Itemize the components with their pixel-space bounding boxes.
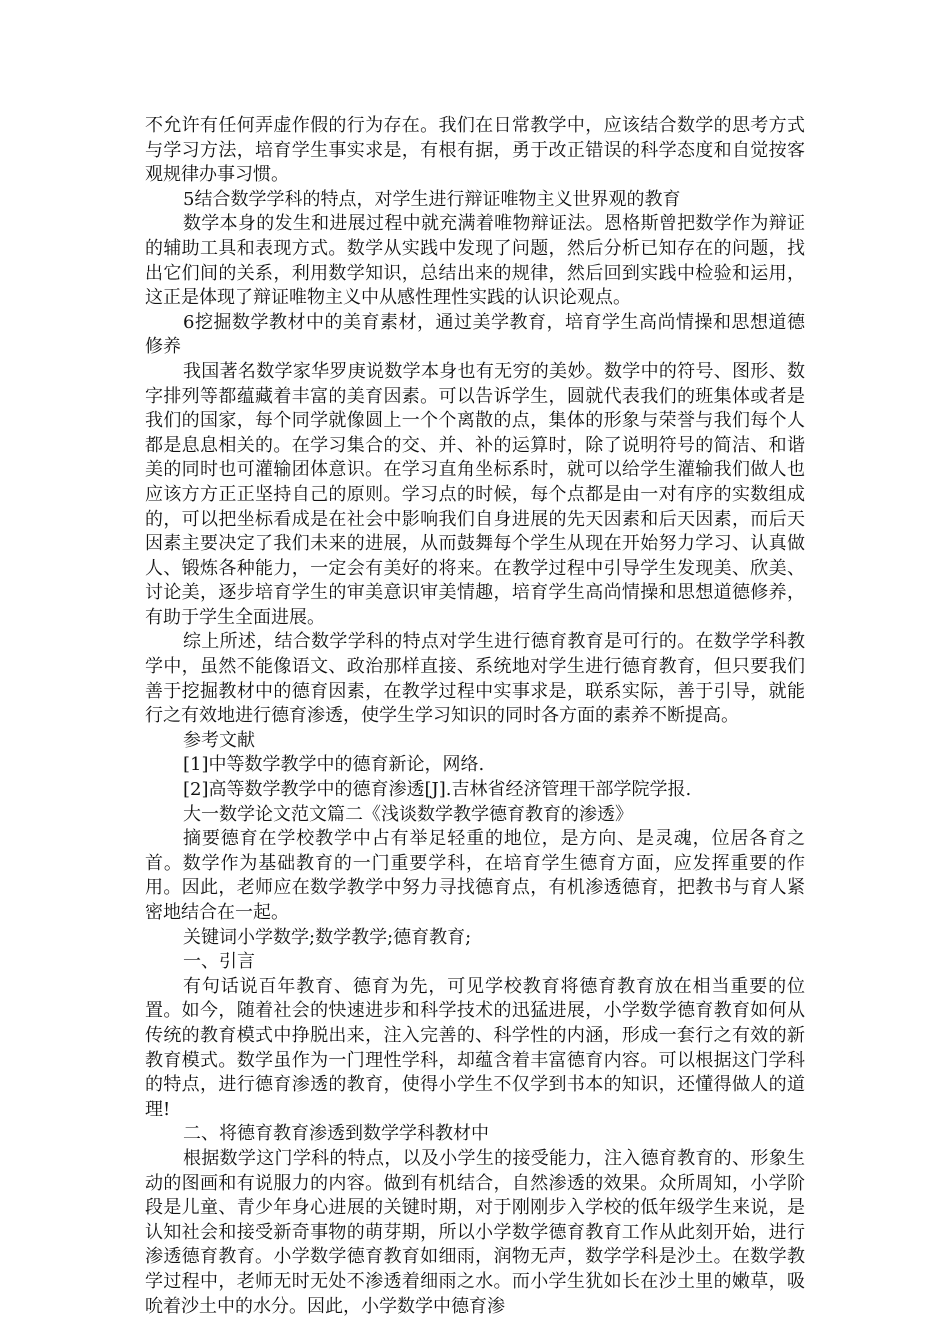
intro-paragraph: 有句话说百年教育、德育为先，可见学校教育将德育教育放在相当重要的位置。如今，随着社会的快速进步和科学技术的迅猛进展，小学数学德育教育如何从传统的教育模式中挣脱出来，注入完善的、科学性的内涵，形成一套行之有效的新教育模式。数学虽作为一门理性学科，却蕴含着丰富德育内容。可以根据这门学科的特点，进行德育渗透的教育，使得小学生不仅学到书本的知识，还懂得做人的道理!: [145, 975, 805, 1120]
paragraph-1: 不允许有任何弄虚作假的行为存在。我们在日常教学中，应该结合数学的思考方式与学习方法，培育学生事实求是，有根有据，勇于改正错误的科学态度和自觉按客观规律办事习惯。: [145, 115, 805, 186]
reference-item-2: [2]高等数学教学中的德育渗透[J].吉林省经济管理干部学院学报.: [183, 779, 692, 801]
paragraph-5: 我国著名数学家华罗庚说数学本身也有无穷的美妙。数学中的符号、图形、数字排列等都蕴藏着丰富的美育因素。可以告诉学生，圆就代表我们的班集体或者是我们的国家，每个同学就像圆上一个个离散的点，集体的形象与荣誉与我们每个人都是息息相关的。在学习集合的交、并、补的运算时，除了说明符号的简洁、和谐美的同时也可灌输团体意识。在学习直角坐标系时，就可以给学生灌输我们做人也应该方方正正坚持自己的原则。学习点的时候，每个点都是由一对有序的实数组成的，可以把坐标看成是在社会中影响我们自身进展的先天因素和后天因素，而后天因素主要决定了我们未来的进展，从而鼓舞每个学生从现在开始努力学习、认真做人、锻炼各种能力，一定会有美好的将来。在教学过程中引导学生发现美、欣美、讨论美，逐步培育学生的审美意识审美情趣，培育学生高尚情操和思想道德修养，有助于学生全面进展。: [145, 360, 805, 628]
abstract-paragraph: 摘要德育在学校教学中占有举足轻重的地位，是方向、是灵魂，位居各育之首。数学作为基础教育的一门重要学科，在培育学生德育方面，应发挥重要的作用。因此，老师应在数学教学中努力寻找德育点，有机渗透德育，把教书与育人紧密地结合在一起。: [145, 828, 805, 923]
paragraph-conclusion: 综上所述，结合数学学科的特点对学生进行德育教育是可行的。在数学学科教学中，虽然不能像语文、政治那样直接、系统地对学生进行德育教育，但只要我们善于挖掘教材中的德育因素，在教学过程中实事求是，联系实际，善于引导，就能行之有效地进行德育渗透，使学生学习知识的同时各方面的素养不断提高。: [145, 631, 805, 727]
section-two-paragraph: 根据数学这门学科的特点，以及小学生的接受能力，注入德育教育的、形象生动的图画和有说服力的内容。做到有机结合，自然渗透的效果。众所周知，小学阶段是儿童、青少年身心进展的关键时期，对于刚刚步入学校的低年级学生来说，是认知社会和接受新奇事物的萌芽期，所以小学数学德育教育工作从此刻开始，进行渗透德育教育。小学数学德育教育如细雨，润物无声，数学学科是沙土。在数学教学过程中，老师无时无处不渗透着细雨之水。而小学生犹如长在沙土里的嫩草，吸吮着沙土中的水分。因此，小学数学中德育渗: [145, 1147, 805, 1317]
document-page: [145, 114, 805, 1319]
keywords-line: 关键词小学数学;数学教学;德育教育;: [183, 926, 472, 948]
section-heading-5: 5结合数学学科的特点，对学生进行辩证唯物主义世界观的教育: [183, 188, 681, 210]
section-heading-intro: 一、引言: [183, 951, 255, 973]
article-title: 大一数学论文范文篇二《浅谈数学教学德育教育的渗透》: [183, 803, 633, 825]
paragraph-3: 数学本身的发生和进展过程中就充满着唯物辩证法。恩格斯曾把数学作为辩证的辅助工具和表现方式。数学从实践中发现了问题，然后分析已知存在的问题，找出它们间的关系，利用数学知识，总结出来的规律，然后回到实践中检验和运用，这正是体现了辩证唯物主义中从感性理性实践的认识论观点。: [145, 213, 805, 309]
section-heading-two: 二、将德育教育渗透到数学学科教材中: [183, 1123, 489, 1145]
reference-item-1: [1]中等数学教学中的德育新论，网络.: [183, 754, 485, 776]
references-heading: 参考文献: [183, 729, 255, 751]
section-heading-6: 6挖掘数学教材中的美育素材，通过美学教育，培育学生高尚情操和思想道德修养: [145, 311, 805, 358]
